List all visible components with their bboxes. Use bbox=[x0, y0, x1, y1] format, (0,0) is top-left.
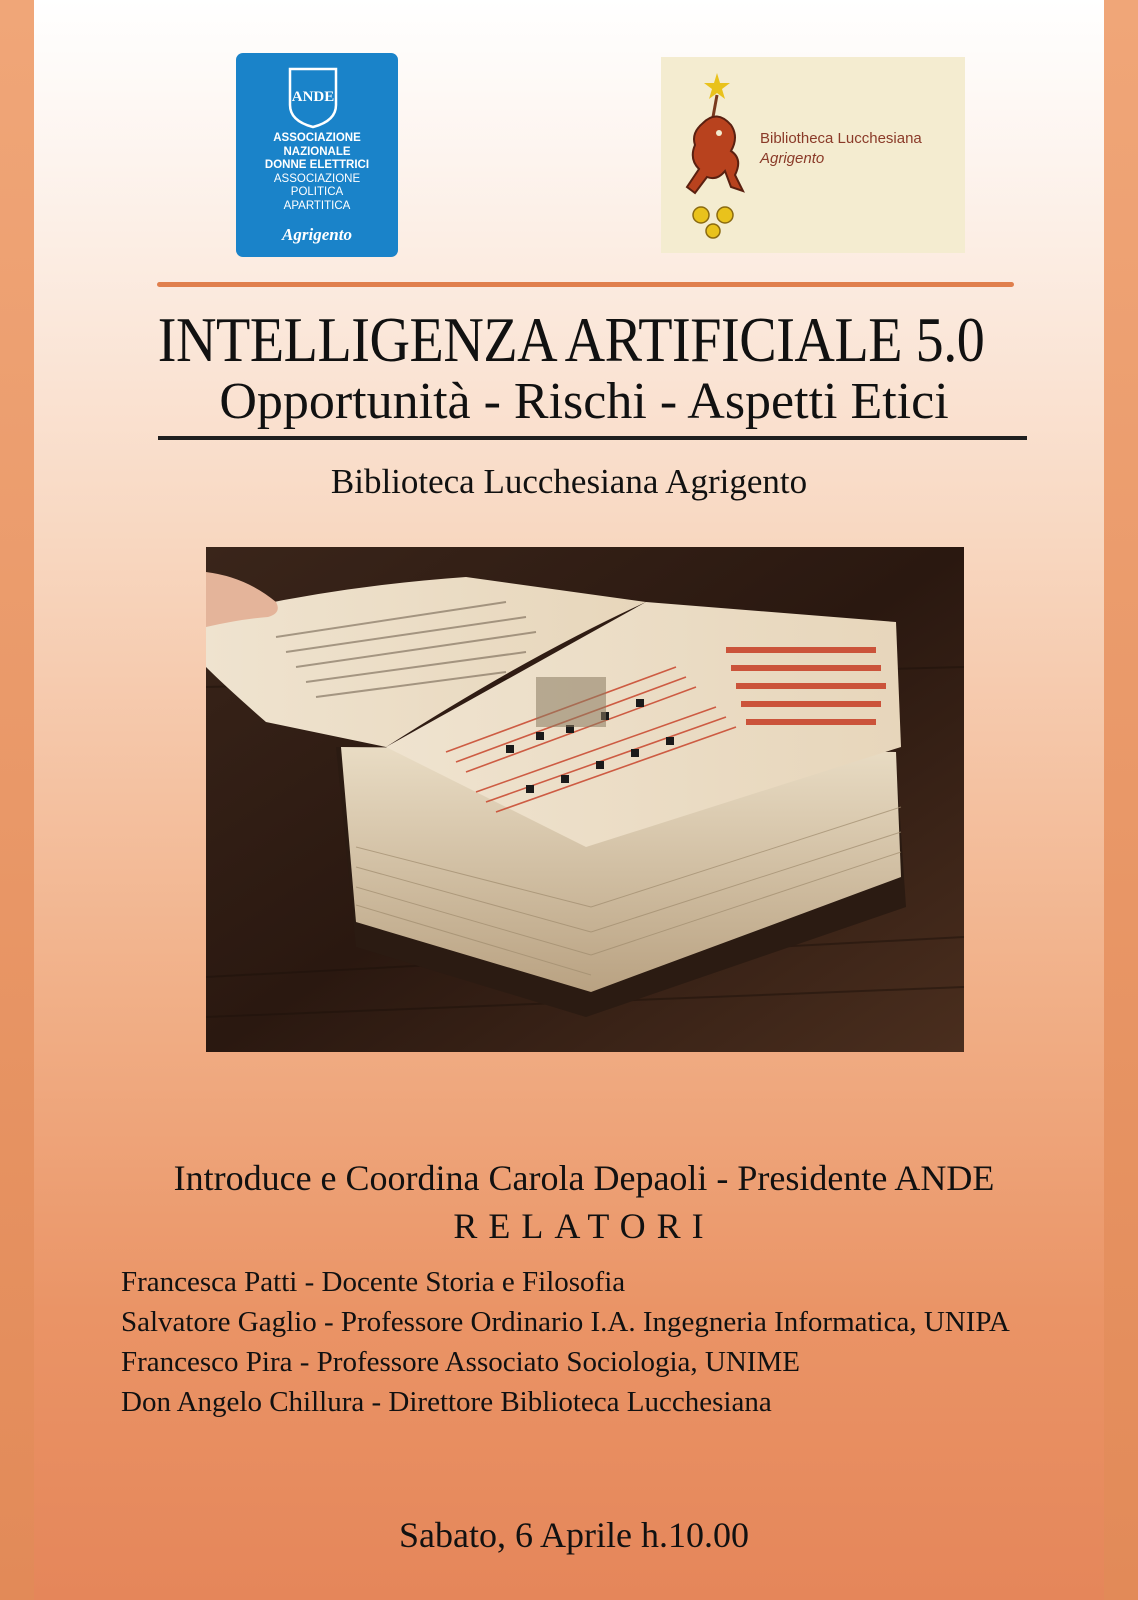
speaker-item: Salvatore Gaglio - Professore Ordinario I.A. Ingegneria Informatica, UNIPA bbox=[121, 1306, 1010, 1338]
top-divider bbox=[157, 282, 1014, 287]
speaker-item: Don Angelo Chillura - Direttore Biblioteca Lucchesiana bbox=[121, 1386, 772, 1418]
speaker-item: Francesco Pira - Professore Associato Sociologia, UNIME bbox=[121, 1346, 800, 1378]
event-venue: Biblioteca Lucchesiana Agrigento bbox=[330, 462, 808, 501]
title-underline bbox=[158, 436, 1027, 440]
left-border bbox=[0, 0, 34, 1600]
ande-line-4: ASSOCIAZIONE bbox=[273, 172, 361, 185]
ande-line-2: NAZIONALE bbox=[283, 145, 351, 158]
ande-logo bbox=[236, 53, 398, 257]
ande-line-3: DONNE ELETTRICI bbox=[264, 159, 370, 171]
speakers-heading: RELATORI bbox=[453, 1206, 715, 1246]
ande-monogram-icon bbox=[286, 65, 340, 129]
event-subtitle: Opportunità - Rischi - Aspetti Etici bbox=[219, 373, 949, 430]
biblioteca-logo-text bbox=[760, 129, 922, 169]
event-date: Sabato, 6 Aprile h.10.00 bbox=[399, 1515, 749, 1555]
biblioteca-logo bbox=[661, 57, 965, 253]
ande-line-1: ASSOCIAZIONE bbox=[273, 132, 361, 144]
biblioteca-logo-name: Bibliotheca Lucchesiana bbox=[760, 130, 922, 147]
ande-line-6: APARTITICA bbox=[283, 199, 351, 212]
ande-line-5: POLITICA bbox=[290, 186, 344, 198]
right-border bbox=[1104, 0, 1138, 1600]
biblioteca-logo-city: Agrigento bbox=[760, 150, 825, 167]
speakers-list bbox=[121, 1262, 1010, 1422]
ande-city: Agrigento bbox=[282, 225, 352, 244]
lion-crest-icon bbox=[673, 65, 757, 241]
ande-monogram: ANDE bbox=[291, 89, 335, 105]
event-title: INTELLIGENZA ARTIFICIALE 5.0 bbox=[157, 305, 985, 375]
manuscript-photo bbox=[206, 547, 964, 1052]
ande-logo-text bbox=[236, 132, 398, 213]
speaker-item: Francesca Patti - Docente Storia e Filosofia bbox=[121, 1266, 626, 1298]
intro-line: Introduce e Coordina Carola Depaoli - Presidente ANDE bbox=[173, 1158, 995, 1198]
